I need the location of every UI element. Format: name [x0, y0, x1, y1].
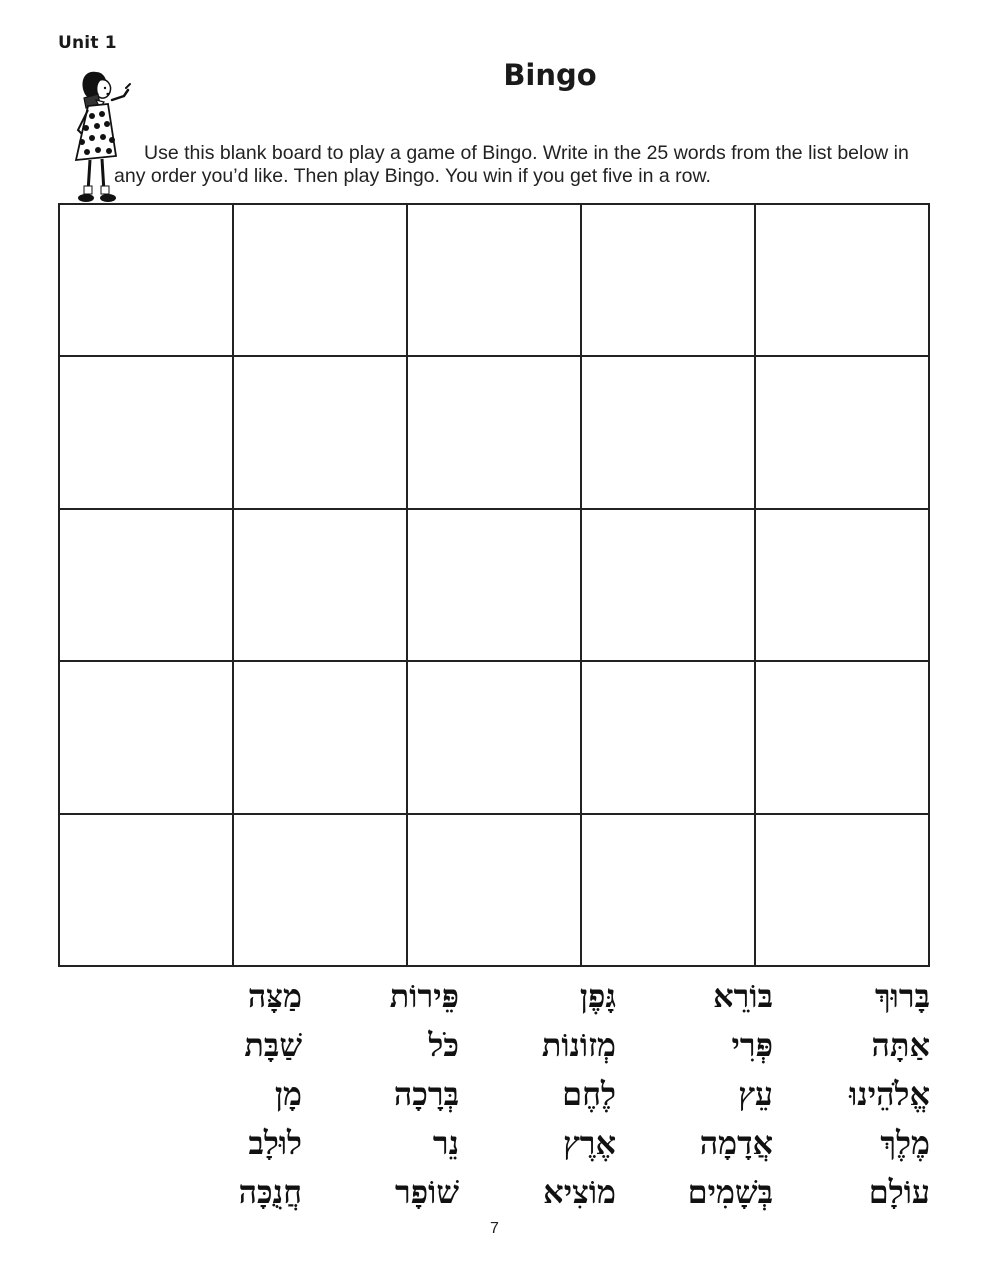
bingo-cell[interactable]	[60, 815, 234, 967]
bingo-cell[interactable]	[756, 205, 930, 357]
word-list-item: פְּרִי	[731, 1026, 773, 1064]
bingo-cell[interactable]	[60, 357, 234, 509]
bingo-cell[interactable]	[756, 815, 930, 967]
word-list-item: גָּפֶן	[579, 977, 616, 1015]
word-list-item: אֶרֶץ	[563, 1124, 616, 1162]
word-list-item: בּוֹרֵא	[713, 977, 773, 1015]
bingo-cell[interactable]	[756, 662, 930, 814]
bingo-cell[interactable]	[234, 510, 408, 662]
bingo-cell[interactable]	[408, 357, 582, 509]
word-list-item: פֵּירוֹת	[389, 977, 459, 1015]
word-list-item: בְּשָׁמִים	[687, 1173, 773, 1211]
word-list-item: מֶלֶךְ	[880, 1124, 930, 1162]
bingo-cell[interactable]	[234, 205, 408, 357]
word-list-item: אַתָּה	[871, 1026, 930, 1064]
page-number: 7	[490, 1220, 499, 1237]
word-list-item: חֲנֻכָּה	[238, 1173, 302, 1211]
bingo-cell[interactable]	[756, 357, 930, 509]
bingo-cell[interactable]	[234, 815, 408, 967]
word-list-item: בָּרוּךְ	[874, 977, 930, 1015]
bingo-cell[interactable]	[582, 205, 756, 357]
word-list	[150, 972, 935, 1217]
bingo-cell[interactable]	[408, 510, 582, 662]
word-list-item: מְזוֹנוֹת	[541, 1026, 616, 1064]
word-list-item: אֱלֹהֵינוּ	[849, 1075, 930, 1113]
bingo-cell[interactable]	[582, 662, 756, 814]
instructions-text: Use this blank board to play a game of Bingo. Write in the 25 words from the list below in any order you’d like. Then play Bingo. You win if you get five in a row.	[114, 142, 909, 187]
bingo-cell[interactable]	[408, 205, 582, 357]
word-list-item: עוֹלָם	[868, 1173, 930, 1211]
word-list-item: מַצָּה	[247, 977, 302, 1015]
unit-label: Unit 1	[58, 33, 117, 53]
word-list-item: כֹּל	[428, 1026, 459, 1064]
word-list-item: אֲדָמָה	[699, 1124, 773, 1162]
bingo-cell[interactable]	[582, 815, 756, 967]
bingo-cell[interactable]	[408, 815, 582, 967]
word-list-item: מוֹצִיא	[543, 1173, 616, 1211]
bingo-cell[interactable]	[756, 510, 930, 662]
word-list-item: שׁוֹפָר	[395, 1173, 459, 1211]
page-title: Bingo	[503, 58, 597, 92]
bingo-cell[interactable]	[582, 357, 756, 509]
bingo-cell[interactable]	[60, 662, 234, 814]
bingo-cell[interactable]	[408, 662, 582, 814]
word-list-item: לֶחֶם	[562, 1075, 616, 1113]
bingo-cell[interactable]	[234, 357, 408, 509]
bingo-cell[interactable]	[582, 510, 756, 662]
word-list-item: מָן	[274, 1075, 302, 1113]
word-list-item: שַׁבָּת	[244, 1026, 302, 1064]
word-list-item: עֵץ	[738, 1075, 773, 1113]
bingo-cell[interactable]	[234, 662, 408, 814]
bingo-cell[interactable]	[60, 205, 234, 357]
word-list-item: בְּרָכָה	[393, 1075, 459, 1113]
bingo-board	[58, 203, 930, 967]
word-list-item: נֵר	[432, 1124, 459, 1162]
word-list-item: לוּלָב	[248, 1124, 302, 1162]
bingo-cell[interactable]	[60, 510, 234, 662]
